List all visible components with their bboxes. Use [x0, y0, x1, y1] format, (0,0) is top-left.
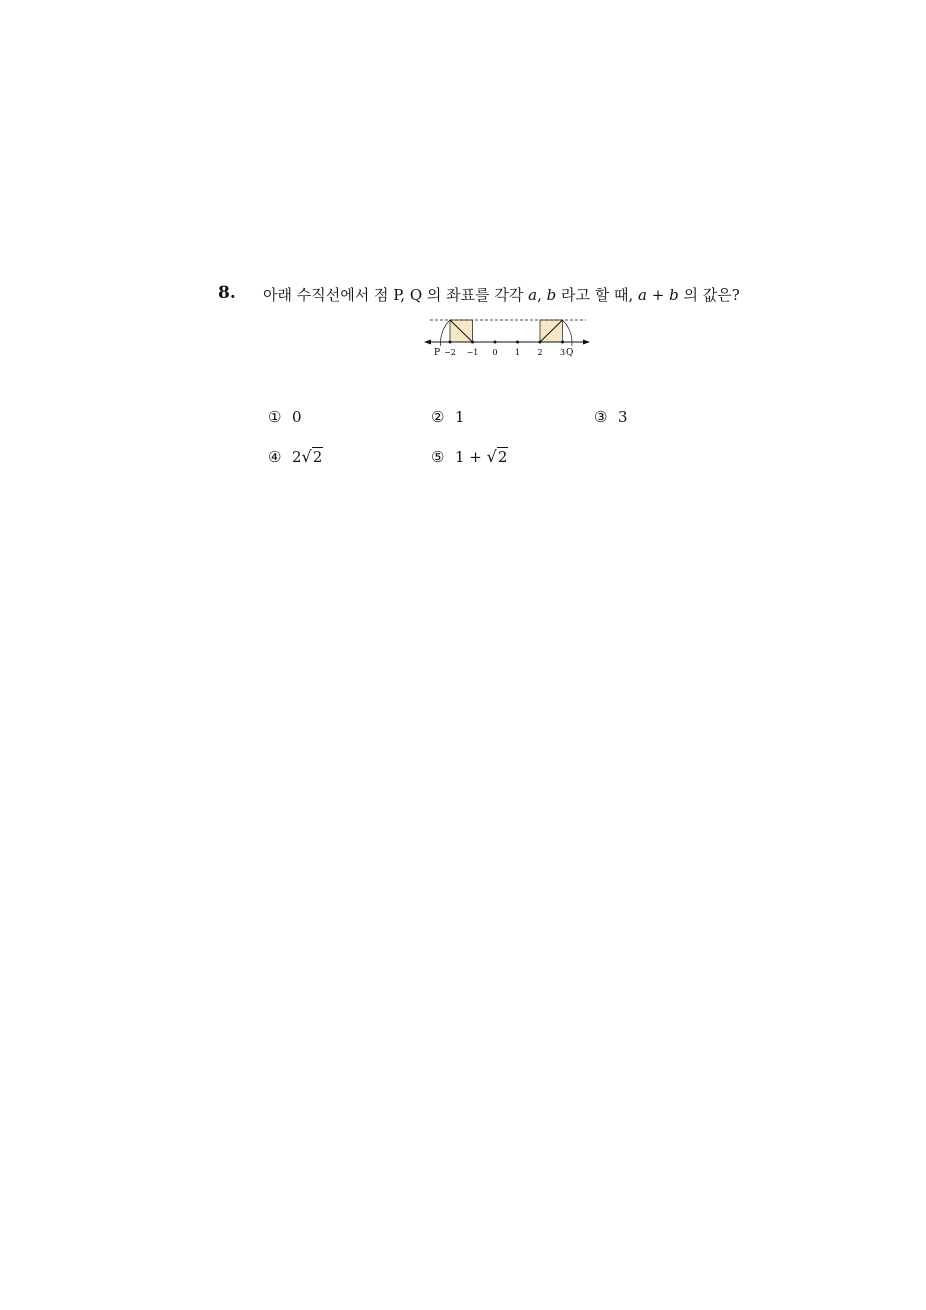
tick-label: 2 [537, 348, 543, 357]
choice-4[interactable] [268, 447, 323, 466]
sum-variable-a: a [638, 286, 647, 304]
choice-3-mark: ③ [594, 408, 608, 426]
choice-1-value: 0 [292, 408, 302, 426]
plus-sign: + [647, 286, 670, 304]
question-number: 8. [218, 283, 236, 303]
choice-2[interactable] [431, 408, 465, 426]
ticks [444, 341, 565, 358]
choice-4-radicand: 2 [312, 448, 323, 466]
tick-point [449, 341, 452, 344]
point-p-label: P [434, 348, 441, 358]
question-text-after: 의 값은? [678, 286, 740, 304]
sqrt-symbol: √2 [486, 447, 508, 466]
tick-label: 1 [514, 348, 521, 357]
choice-1[interactable] [268, 408, 302, 426]
choice-5-lead: 1 + [455, 448, 487, 466]
tick-label: −1 [466, 348, 479, 357]
sum-variable-b: b [669, 286, 679, 304]
question-comma: , [537, 286, 547, 304]
squares [450, 320, 563, 342]
tick-label: 0 [492, 348, 498, 357]
question-text-before: 아래 수직선에서 점 P, Q 의 좌표를 각각 [263, 286, 529, 304]
choice-3[interactable] [594, 408, 628, 426]
choice-4-coef: 2 [292, 448, 302, 466]
choice-5[interactable] [431, 447, 508, 466]
tick-point [471, 341, 474, 344]
choice-4-mark: ④ [268, 448, 282, 466]
choice-5-mark: ⑤ [431, 448, 445, 466]
variable-a: a [528, 286, 538, 304]
choice-5-radicand: 2 [497, 448, 508, 466]
left-arrowhead [424, 340, 431, 345]
sqrt-symbol: √2 [301, 447, 323, 466]
choice-1-mark: ① [268, 408, 282, 426]
tick-point [539, 341, 542, 344]
tick-point [494, 341, 497, 344]
tick-point [516, 341, 519, 344]
tick-label: 3 [559, 348, 566, 357]
choice-2-value: 1 [455, 408, 465, 426]
tick-label: −2 [444, 348, 456, 357]
choice-3-value: 3 [618, 408, 628, 426]
question-text [263, 284, 740, 305]
number-line-figure [422, 312, 592, 364]
choice-2-mark: ② [431, 408, 445, 426]
point-q-label: Q [566, 348, 574, 358]
variable-b: b [546, 286, 557, 304]
tick-point [561, 341, 564, 344]
right-arrowhead [583, 340, 590, 345]
question-text-middle: 라고 할 때, [556, 286, 639, 304]
